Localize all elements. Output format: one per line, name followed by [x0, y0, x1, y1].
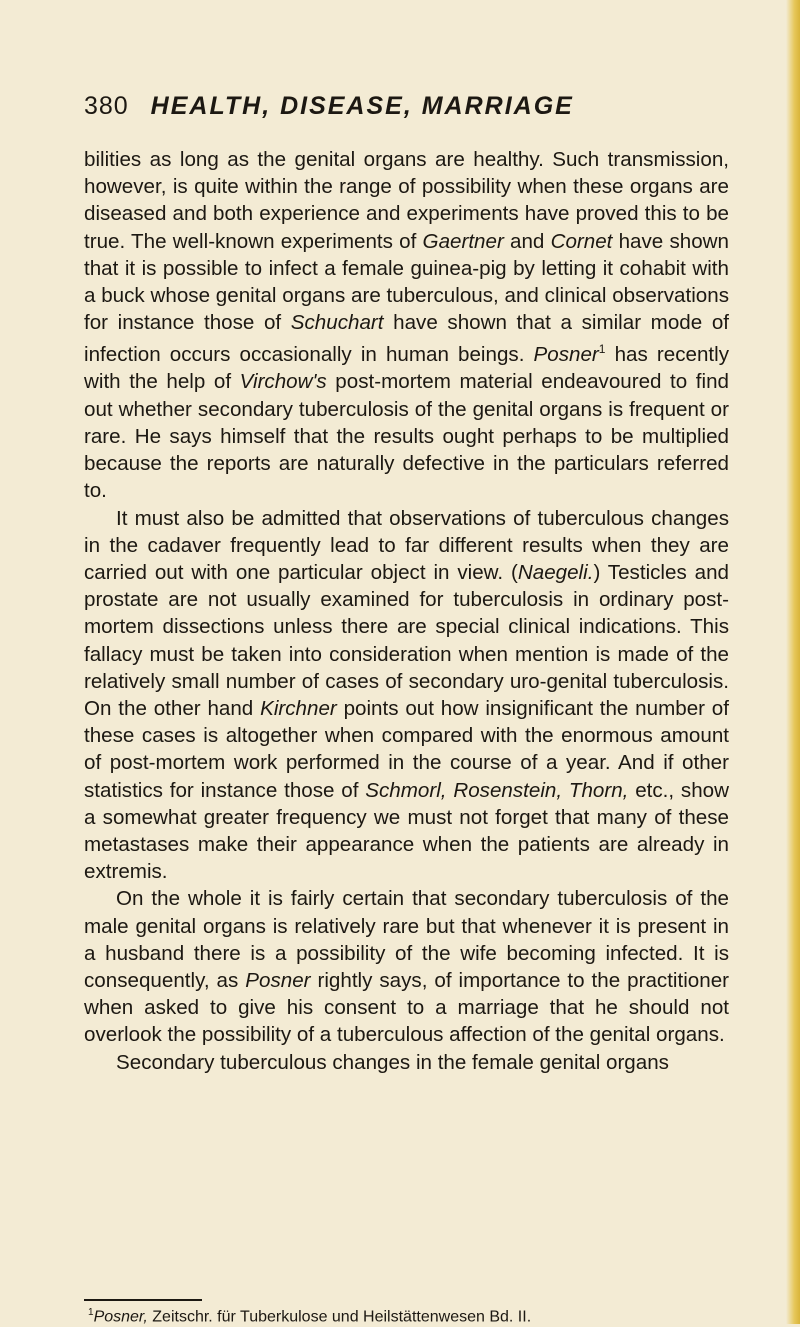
footnote-author: Posner, — [93, 1308, 148, 1326]
running-title: HEALTH, DISEASE, MARRIAGE — [150, 92, 574, 120]
italic-name: Posner — [245, 968, 311, 992]
italic-name: Posner — [533, 343, 599, 367]
footnote-text: Zeitschr. für Tuberkulose und Heilstättenwesen Bd. II. — [147, 1308, 532, 1326]
text-run: and — [503, 229, 551, 253]
paragraph — [84, 146, 729, 505]
italic-name: Kirchner — [260, 696, 337, 720]
running-header — [84, 92, 574, 121]
text-run: points out how insignificant the number of these cases is altogether when compared with the enormous amount of post-mortem work performed in the course of a year. And if other statistics for instance those of — [84, 696, 729, 802]
text-run: Secondary tuberculous changes in the female genital organs — [116, 1050, 669, 1074]
paragraph — [84, 885, 729, 1048]
footnote-reference: 1 — [598, 342, 606, 357]
footnote-marker: 1 — [88, 1307, 94, 1318]
italic-name: Virchow's — [239, 370, 327, 394]
italic-name: Schmorl, Rosenstein, Thorn, — [365, 778, 629, 802]
footnote — [88, 1303, 728, 1327]
text-run: post-mortem material endeavoured to find out whether secondary tuberculosis of the genital organs is frequent or rare. He says himself that the results ought perhaps to be multiplied because the reports are naturally defective in the particulars referred to. — [84, 370, 729, 503]
page-number: 380 — [84, 92, 129, 120]
paragraph — [84, 505, 729, 886]
italic-name: Naegeli. — [517, 560, 594, 584]
italic-name: Cornet — [550, 229, 613, 253]
body-text — [84, 146, 729, 1076]
text-run: rightly says, of importance to the practitioner when asked to give his consent to a marriage that he should not overlook the possibility of a tuberculous affection of the genital organs. — [84, 968, 730, 1047]
italic-name: Gaertner — [422, 229, 504, 253]
italic-name: Schuchart — [290, 311, 384, 335]
text-run: have shown that a similar mode of infection occurs occasionally in human beings. — [84, 311, 729, 367]
text-run: On the whole it is fairly certain that secondary tuberculosis of the male genital organs is relatively rare but that whenever it is present in a husband there is a possibility of the wife becoming infected. It is consequently, as — [84, 887, 729, 992]
text-run: It must also be admitted that observations of tuberculous changes in the cadaver frequently lead to far different results when they are carried out with one particular object in view. ( — [84, 506, 729, 584]
text-run: ) Testicles and prostate are not usually examined for tuberculosis in ordinary post-mortem dissections unless there are special clinical indications. This fallacy must be taken into consideration when mention is made of the relatively small number of cases of secondary uro-genital tuberculosis. On the other hand — [84, 560, 729, 720]
footnote-rule — [84, 1299, 202, 1301]
text-run: have shown that it is possible to infect a female guinea-pig by letting it cohabit with a buck whose genital organs are tuberculous, and clinical observations for instance those of — [84, 229, 729, 335]
text-run: etc., show a somewhat greater frequency we must not forget that many of these metastases make their appearance when the patients are already in extremis. — [84, 778, 729, 884]
text-run: bilities as long as the genital organs are healthy. Such transmission, however, is quite within the range of possibility when these organs are diseased and both experience and experiments have proved this to be true. The well-known experiments of — [84, 148, 729, 253]
page-edge — [786, 0, 800, 1324]
paragraph — [84, 1049, 729, 1076]
text-run: has recently with the help of — [84, 343, 729, 394]
